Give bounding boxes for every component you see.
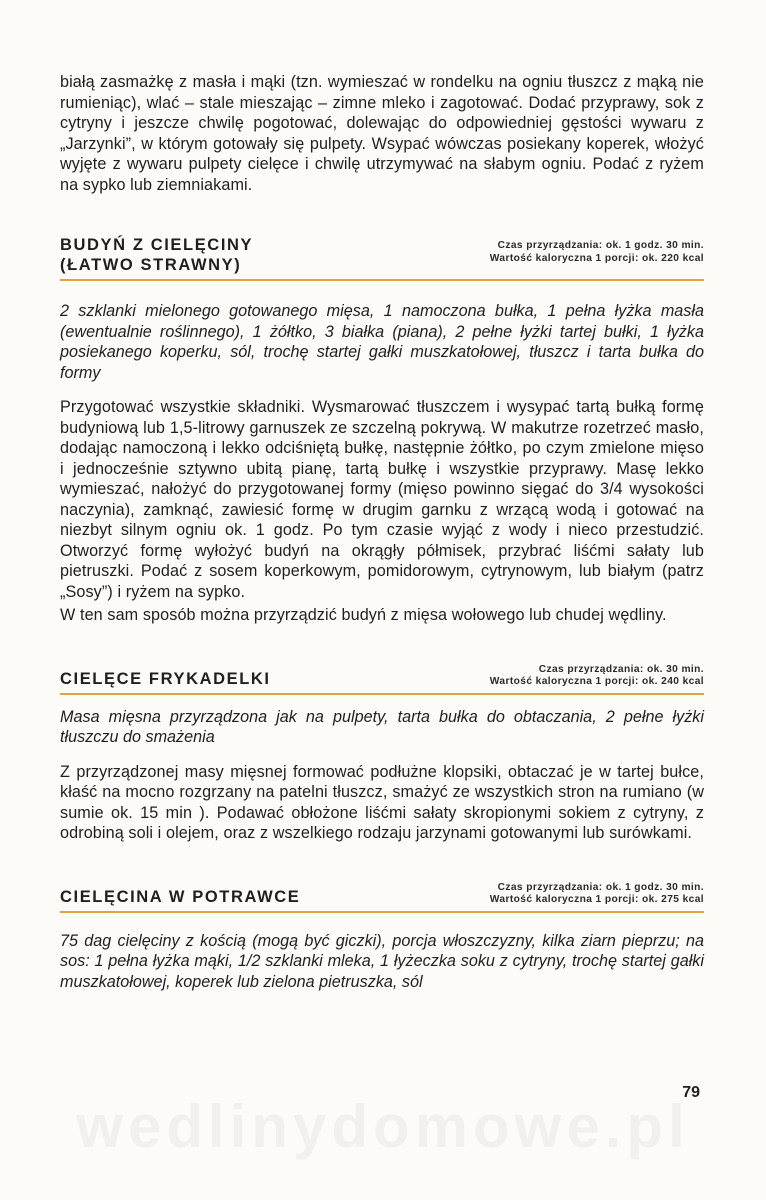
recipe-header <box>60 882 704 913</box>
ingredients: 75 dag cielęciny z kością (mogą być giczki), porcja włoszczyzny, kilka ziarn pieprzu; na sos: 1 pełna łyżka mąki, 1/2 szklanki mleka, 1 łyżeczka soku z cytryny, trochę startej gałki muszkatołowej, koperek lub zielona pietruszka, sól <box>60 931 704 991</box>
prep-time: Czas przyrządzania: ok. 1 godz. 30 min. <box>497 240 704 251</box>
recipe-potrawka <box>60 882 704 993</box>
recipe-header <box>60 664 704 695</box>
prep-time: Czas przyrządzania: ok. 30 min. <box>538 663 704 675</box>
ingredients: Masa mięsna przyrządzona jak na pulpety, tarta bułka do obtaczania, 2 pełne łyżki tłuszczu do smażenia <box>60 707 704 746</box>
calories: Wartość kaloryczna 1 porcji: ok. 275 kcal <box>489 894 704 905</box>
recipe-meta <box>490 240 704 265</box>
ingredients: 2 szklanki mielonego gotowanego mięsa, 1 namoczona bułka, 1 pełna łyżka masła (ewentualnie roślinnego), 1 żółtko, 3 białka (piana), 2 pełne łyżki tartej bułki, 1 łyżka posiekanego koperku, sól, trochę startej gałki muszkatołowej, tłuszcz i tarta bułka do formy <box>60 302 704 382</box>
recipe-title-line1: CIELĘCINA W POTRAWCE <box>60 887 301 906</box>
page-number: 79 <box>682 1084 700 1101</box>
method-paragraph: Przygotować wszystkie składniki. Wysmarować tłuszczem i wysypać tartą bułką formę budyniową lub 1,5-litrowy garnuszek ze szczelną pokrywą. W makutrze rozetrzeć masło, dodając namoczoną i lekko odciśniętą bułkę, następnie żółtko, po czym zmielone mięso i jednocześnie sztywno ubitą pianę, tartą bułkę i wszystkie przyprawy. Masę lekko wymieszać, nałożyć do przygotowanej formy (mięso powinno sięgać do 3/4 wysokości naczynia), zamknąć, zawiesić formę w drugim garnku z wrzącą wodą i gotować na niezbyt silnym ogniu ok. 1 godz. Po tym czasie wyjąć z wody i nieco przestudzić. Otworzyć formę wyłożyć budyń na okrągły półmisek, przybrać liśćmi sałaty lub pietruszki. Podać z sosem koperkowym, pomidorowym, cytrynowym, lub białym (patrz „Sosy”) i ryżem na sypko. <box>60 398 704 601</box>
recipe-header <box>60 235 704 281</box>
calories: Wartość kaloryczna 1 porcji: ok. 240 kcal <box>489 676 704 687</box>
prep-time: Czas przyrządzania: ok. 1 godz. 30 min. <box>497 881 704 893</box>
recipe-title <box>60 235 253 275</box>
recipe-budyn <box>60 235 704 626</box>
recipe-meta <box>490 882 704 907</box>
recipe-title <box>60 887 300 907</box>
method-paragraph: Z przyrządzonej masy mięsnej formować podłużne klopsiki, obtaczać je w tartej bułce, kłaść na mocno rozgrzany na patelni tłuszcz, smażyć ze wszystkich stron na rumiano (w sumie ok. 15 min ). Podawać obłożone liśćmi sałaty skropionymi sokiem z cytryny, z odrobiną soli i olejem, oraz z wszelkiego rodzaju jarzynami gotowanymi lub surówkami. <box>60 762 704 842</box>
method-paragraph: W ten sam sposób można przyrządzić budyń z mięsa wołowego lub chudej wędliny. <box>60 606 667 624</box>
calories: Wartość kaloryczna 1 porcji: ok. 220 kcal <box>489 252 704 264</box>
recipe-title-line2: (ŁATWO STRAWNY) <box>60 256 242 274</box>
recipe-title-line1: CIELĘCE FRYKADELKI <box>60 669 271 688</box>
recipe-frykadelki <box>60 664 704 844</box>
watermark: wedlinydomowe.pl <box>76 1093 690 1160</box>
intro-paragraph: białą zasmażkę z masła i mąki (tzn. wymieszać w rondelku na ogniu tłuszcz z mąką nie rumieniąc), wlać – stale mieszając – zimne mleko i zagotować. Dodać przyprawy, sok z cytryny i jeszcze chwilę pogotować, dolewając do odpowiedniej gęstości wywaru z „Jarzynki”, w którym gotowały się pulpety. Wsypać wówczas posiekany koperek, włożyć wyjęte z wywaru pulpety cielęce i chwilę utrzymywać na słabym ogniu. Podać z ryżem na sypko lub ziemniakami. <box>60 73 704 194</box>
recipe-title <box>60 669 271 689</box>
page-content <box>60 72 704 992</box>
recipe-meta <box>490 664 704 689</box>
recipe-title-line1: BUDYŃ Z CIELĘCINY <box>60 236 254 254</box>
